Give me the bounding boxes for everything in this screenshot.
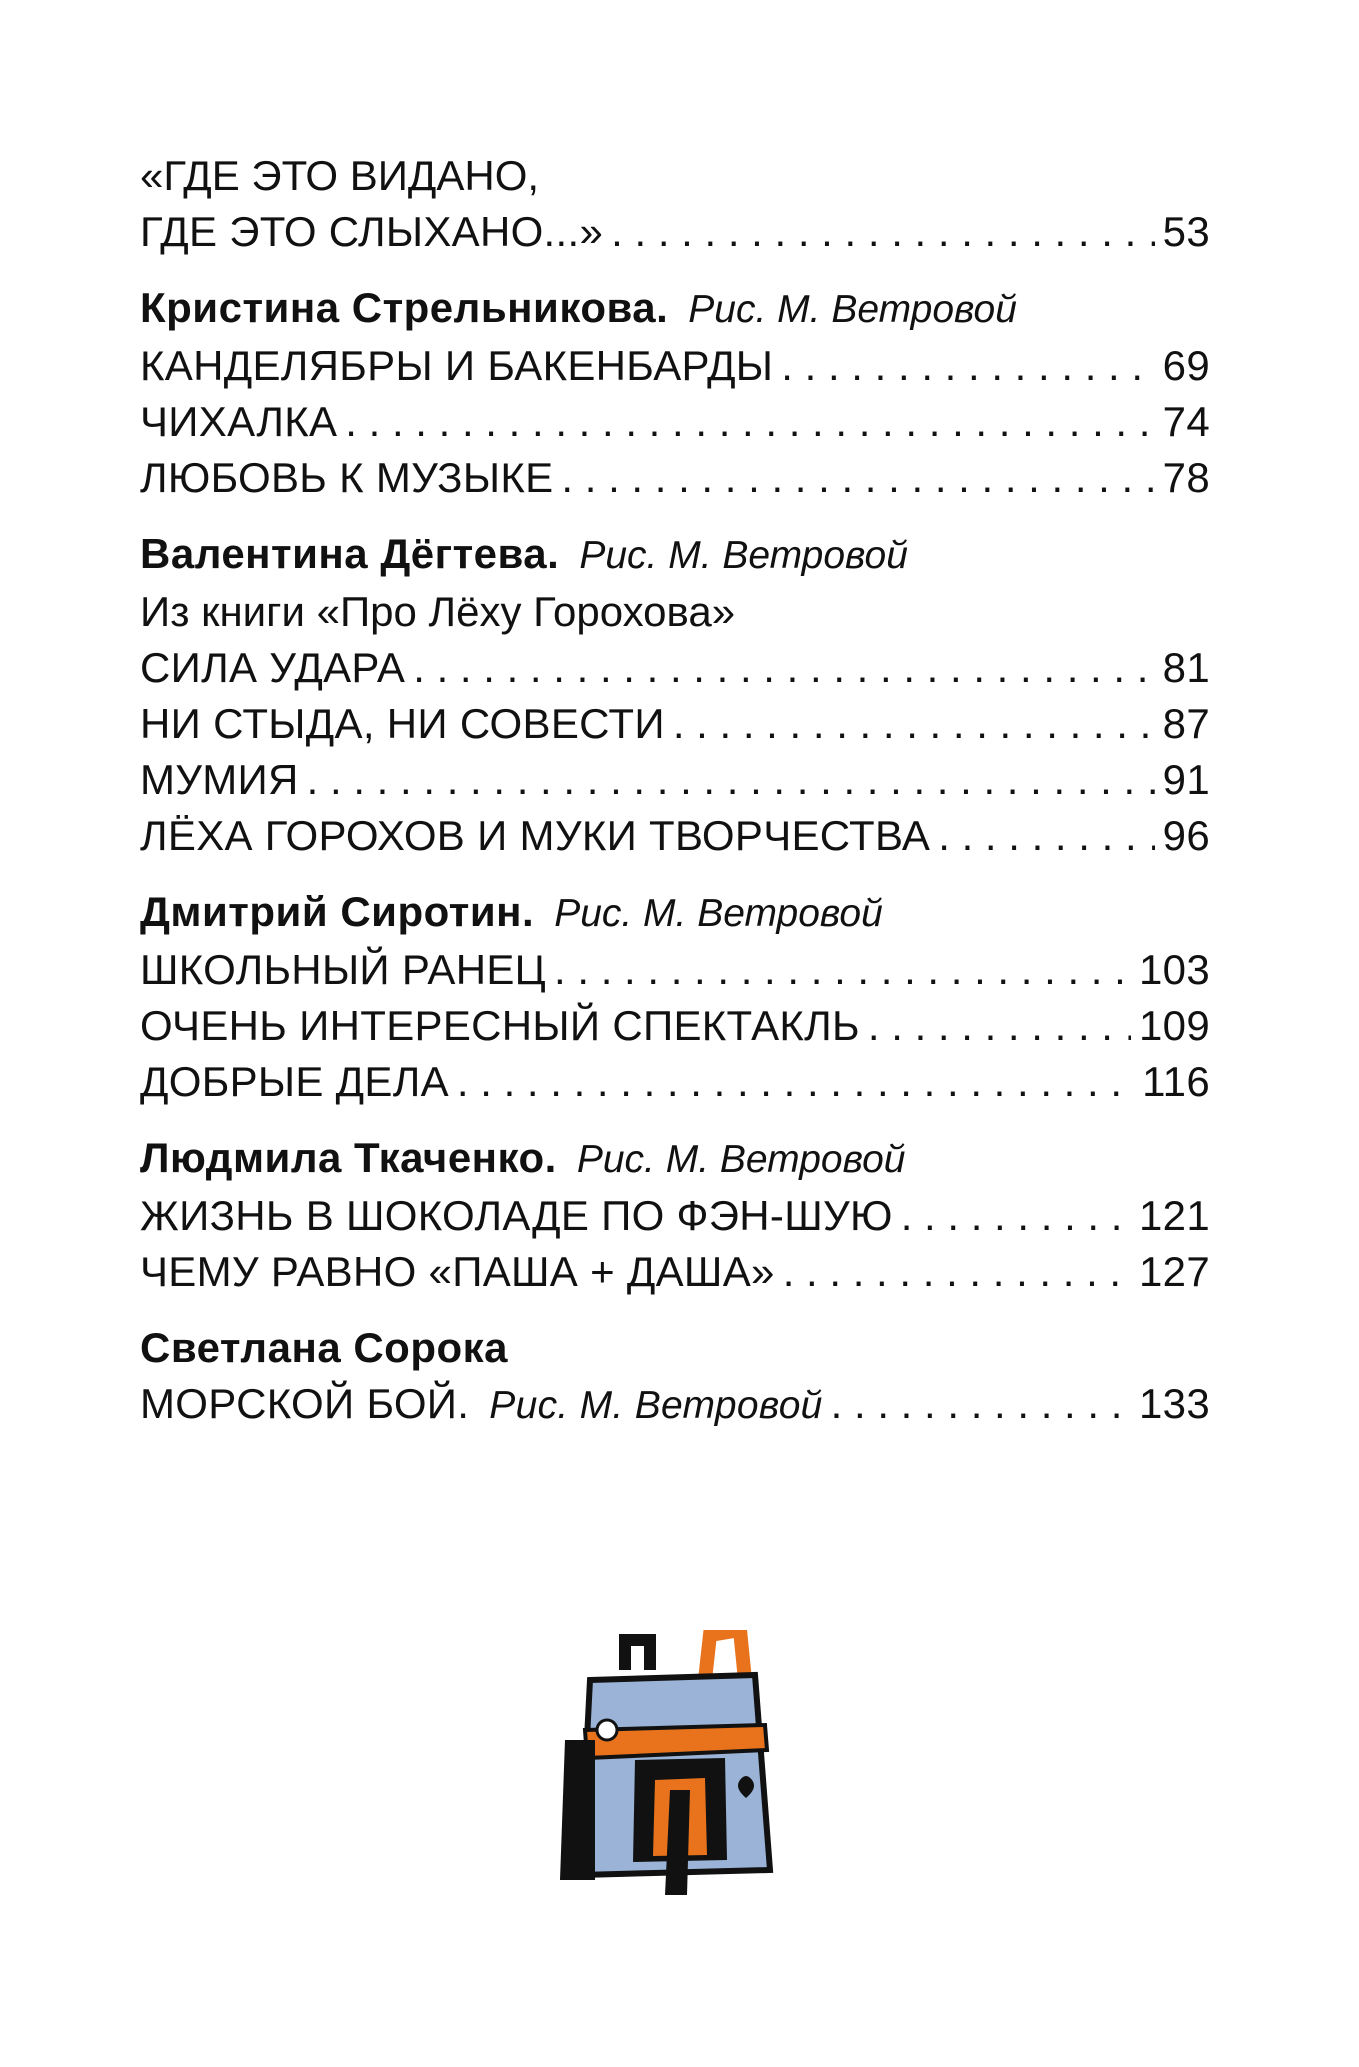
section-subtitle: Из книги «Про Лёху Горохова» [140,588,736,635]
toc-entry[interactable] [140,1244,1210,1300]
illustrator-credit: Рис. М. Ветровой [489,1384,823,1427]
backpack-strap-left [625,1640,650,1670]
dot-leader [561,450,1154,506]
author-name: Дмитрий Сиротин. [140,888,535,935]
toc-entry[interactable] [140,1376,1210,1434]
entry-page: 69 [1162,342,1210,389]
entry-page: 127 [1139,1248,1210,1295]
toc-entry[interactable] [140,752,1210,808]
entry-page: 78 [1162,454,1210,501]
author-name: Светлана Сорока [140,1324,509,1371]
section-author [140,526,1210,584]
entry-title: МУМИЯ [140,756,299,803]
illustrator-credit: Рис. М. Ветровой [554,892,883,935]
entry-page: 81 [1162,644,1210,691]
dot-leader [781,338,1154,394]
entry-page: 96 [1162,812,1210,859]
toc-entry[interactable] [140,640,1210,696]
entry-title: НИ СТЫДА, НИ СОВЕСТИ [140,700,665,747]
entry-title: ЛЁХА ГОРОХОВ И МУКИ ТВОРЧЕСТВА [140,812,931,859]
author-name: Кристина Стрельникова. [140,284,669,331]
entry-page: 53 [1162,208,1210,255]
toc-entry-intro-line1: «ГДЕ ЭТО ВИДАНО, [140,152,540,199]
dot-leader [307,752,1155,808]
entry-page: 121 [1139,1192,1210,1239]
section-author [140,280,1210,338]
illustrator-credit: Рис. М. Ветровой [576,1138,906,1181]
dot-leader [783,1244,1131,1300]
toc-entry[interactable] [140,450,1210,506]
entry-title: ЛЮБОВЬ К МУЗЫКЕ [140,454,554,501]
entry-page: 103 [1139,946,1210,993]
dot-leader [831,1376,1131,1432]
toc-entry[interactable] [140,942,1210,998]
dot-leader [554,942,1131,998]
entry-title: ШКОЛЬНЫЙ РАНЕЦ [140,946,547,993]
section-author [140,1320,1210,1376]
entry-title: ЖИЗНЬ В ШОКОЛАДЕ ПО ФЭН-ШУЮ [140,1192,893,1239]
toc-entry[interactable] [140,204,1210,260]
entry-page: 133 [1139,1380,1210,1427]
toc-entry[interactable] [140,998,1210,1054]
entry-page: 116 [1142,1058,1210,1105]
dot-leader [345,394,1154,450]
entry-title: СИЛА УДАРА [140,644,406,691]
toc-entry[interactable] [140,696,1210,752]
keychain-toy [597,1720,617,1740]
entry-page: 74 [1162,398,1210,445]
entry-page: 91 [1162,756,1210,803]
entry-page: 87 [1162,700,1210,747]
entry-page: 109 [1139,1002,1210,1049]
section-author [140,884,1210,942]
backpack-side [560,1740,595,1880]
toc-entry[interactable] [140,808,1210,864]
author-name: Людмила Ткаченко. [140,1134,557,1181]
toc-entry[interactable] [140,338,1210,394]
entry-title: КАНДЕЛЯБРЫ И БАКЕНБАРДЫ [140,342,774,389]
dot-leader [673,696,1155,752]
table-of-contents [140,148,1210,1434]
illustrator-credit: Рис. М. Ветровой [688,288,1017,331]
backpack-icon [555,1630,790,1900]
entry-title: ЧЕМУ РАВНО «ПАША + ДАША» [140,1248,775,1295]
entry-title [140,1376,823,1434]
entry-title: ЧИХАЛКА [140,398,338,445]
entry-title: ОЧЕНЬ ИНТЕРЕСНЫЙ СПЕКТАКЛЬ [140,1002,860,1049]
toc-entry[interactable] [140,1188,1210,1244]
entry-title: ГДЕ ЭТО СЛЫХАНО...» [140,208,604,255]
toc-entry[interactable] [140,1054,1210,1110]
dot-leader [868,998,1131,1054]
dot-leader [457,1054,1134,1110]
dot-leader [611,204,1155,260]
entry-title: ДОБРЫЕ ДЕЛА [140,1058,449,1105]
illustrator-credit: Рис. М. Ветровой [579,534,908,577]
dot-leader [413,640,1154,696]
section-author [140,1130,1210,1188]
entry-title-text: МОРСКОЙ БОЙ. [140,1380,470,1427]
toc-entry[interactable] [140,394,1210,450]
author-name: Валентина Дёгтева. [140,530,560,577]
dot-leader [901,1188,1131,1244]
dot-leader [938,808,1154,864]
